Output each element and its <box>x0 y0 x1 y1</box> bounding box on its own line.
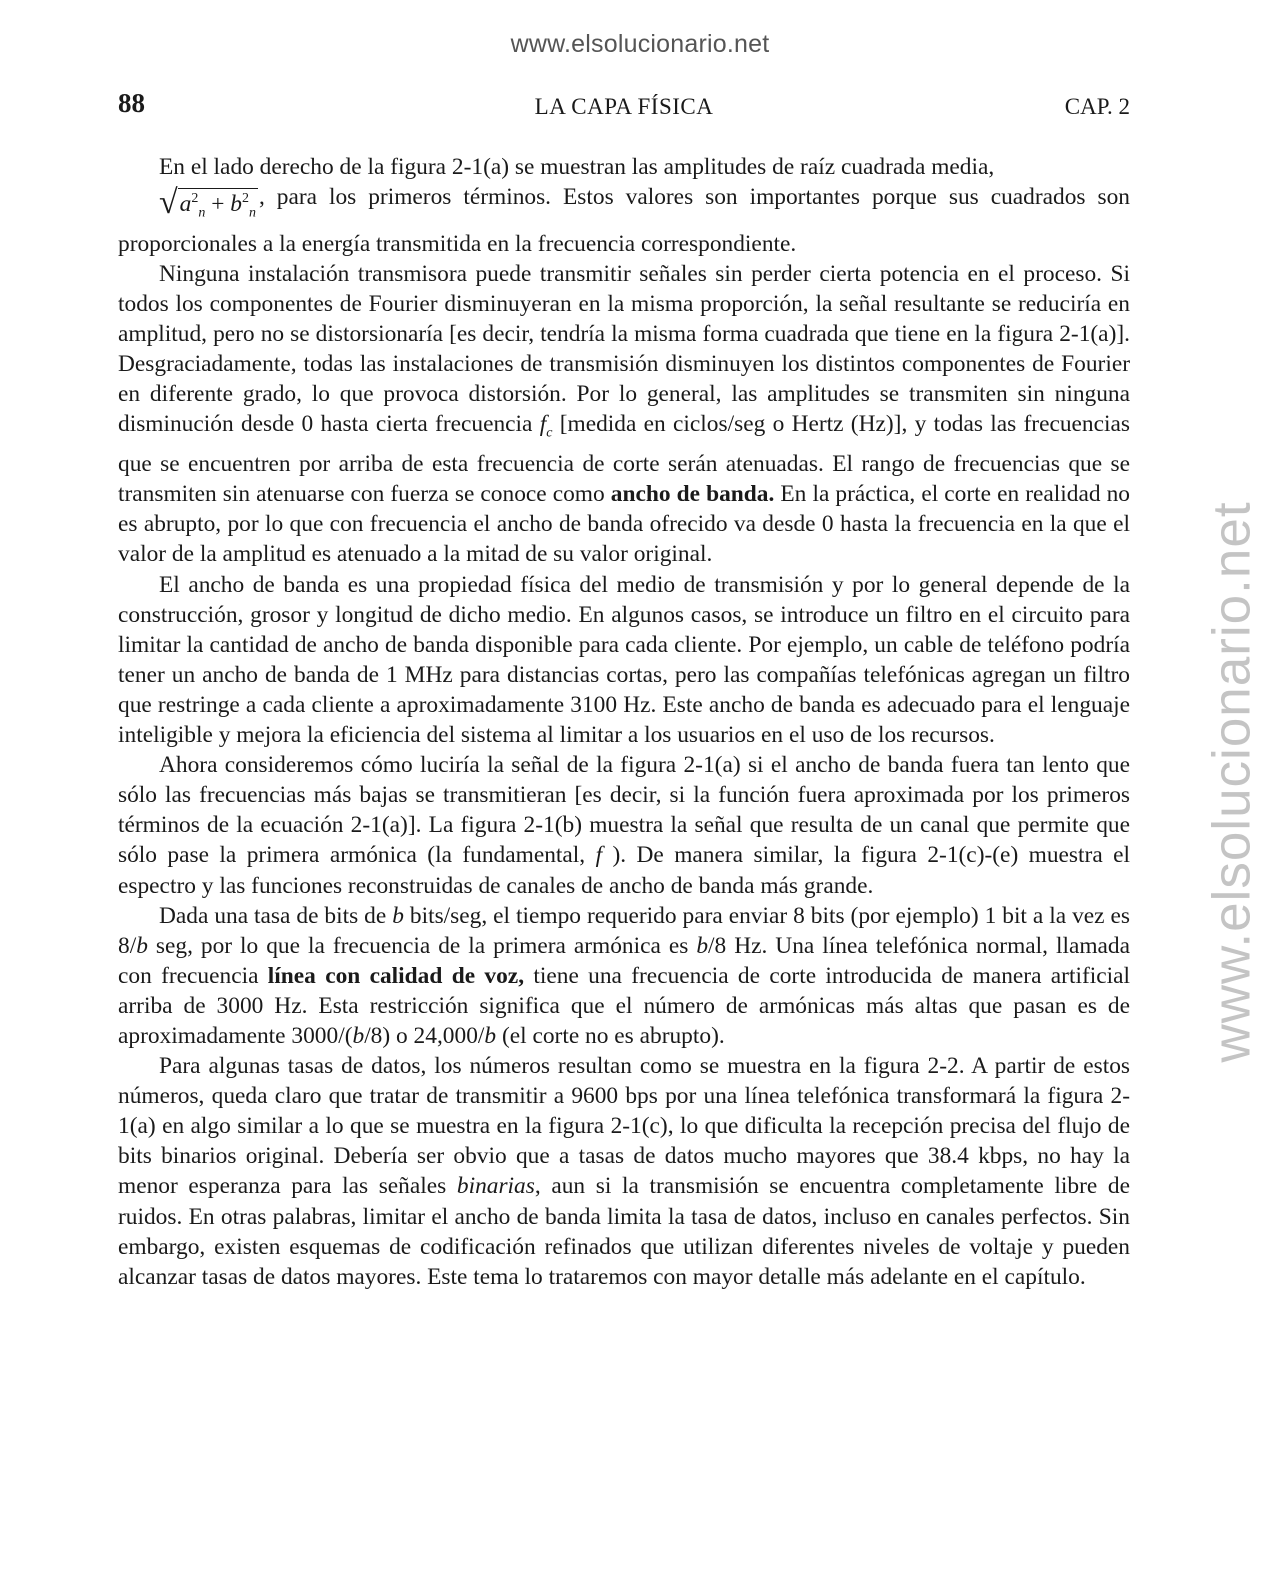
formula-b-sup: 2 <box>241 191 249 207</box>
paragraph-6 <box>118 1051 1130 1292</box>
p4-f: f <box>595 842 603 869</box>
term-linea-calidad-voz: línea con calidad de voz, <box>267 962 525 989</box>
paragraph-5 <box>118 901 1130 1051</box>
p5-var-b: b <box>484 1022 497 1049</box>
radicand <box>178 188 258 221</box>
paragraph-1 <box>118 152 1130 259</box>
p5-text-a: Dada una tasa de bits de <box>159 902 393 929</box>
p5-text-d: /8 Hz. Una línea telefónica normal, llamada con frecuencia <box>118 932 1131 989</box>
p5-var-b: b <box>696 932 709 959</box>
p2-fc: $f_c$ <box>539 411 553 442</box>
p5-text-b: bits/seg, el tiempo requerido para enviar 8 bits (por ejemplo) 1 bit a la vez es 8/ <box>118 902 1130 959</box>
p1-rest: , para los primeros términos. Estos valores son importantes porque sus cuadrados son proporcionales a la energía transmitida en la frecuencia correspondiente. <box>118 184 1130 257</box>
p1-line1: En el lado derecho de la figura 2-1(a) se muestran las amplitudes de raíz cuadrada media, <box>159 154 995 180</box>
rms-amplitude-formula <box>118 184 258 229</box>
paragraph-2 <box>118 259 1130 570</box>
term-ancho-de-banda: ancho de banda. <box>610 481 775 508</box>
body-text <box>118 152 1130 1292</box>
p5-text-g: (el corte no es abrupto). <box>496 1022 725 1049</box>
chapter-title: LA CAPA FÍSICA <box>534 94 714 119</box>
formula-a-sub: n <box>198 205 206 221</box>
chapter-label: CAP. 2 <box>1064 94 1130 119</box>
p6-text-a: Para algunas tasas de datos, los números resultan como se muestra en la figura 2-2. A partir de estos números, queda claro que tratar de transmitir a 9600 bps por una línea telefónica transformará la figura 2-1(a) en algo similar a lo que se muestra en la figura 2-1(c), lo que dificulta la recepción precisa del flujo de bits binarios original. Debería ser obvio que a tasas de datos mucho mayores que 38.4 kbps, no hay la menor esperanza para las señales <box>118 1053 1130 1200</box>
p5-text-c: seg, por lo que la frecuencia de la primera armónica es <box>147 932 697 959</box>
watermark-url-top: www.elsolucionario.net <box>510 30 770 58</box>
p5-var-b: b <box>392 902 404 929</box>
p5-var-b: b <box>136 932 148 959</box>
paragraph-4 <box>118 750 1130 900</box>
formula-b: b <box>230 191 242 218</box>
p2-text-a: Ninguna instalación transmisora puede transmitir señales sin perder cierta potencia en el proceso. Si todos los componentes de Fourier disminuyeran en la misma proporción, la señal resultante se reduciría en amplitud, pero no se distorsionaría [es decir, tendría la misma forma cuadrada que tiene en la figura 2-1(a)]. Desgraciadamente, todas las instalaciones de transmisión disminuyen los distintos componentes de Fourier en diferente grado, lo que provoca distorsión. Por lo general, las amplitudes se transmiten sin ninguna disminución desde 0 hasta cierta frecuencia <box>118 260 1130 438</box>
p2-text-b: [medida en ciclos/seg o Hertz (Hz)], y todas las frecuencias que se encuentren por arriba de esta frecuencia de corte serán atenuadas. El rango de frecuencias que se transmiten sin atenuarse con fuerza se conoce como <box>118 411 1130 508</box>
term-binarias: binarias <box>456 1173 535 1200</box>
formula-a: a <box>179 191 192 218</box>
p5-text-f: /8) o 24,000/ <box>364 1022 485 1049</box>
p2-text-c: En la práctica, el corte en realidad no es abrupto, por lo que con frecuencia el ancho de banda ofrecido va desde 0 hasta la frecuencia en la que el valor de la amplitud es atenuado a la mitad de su valor original. <box>118 481 1130 568</box>
p6-text-b: , aun si la transmisión se encuentra completamente libre de ruidos. En otras palabras, limitar el ancho de banda limita la tasa de datos, incluso en canales perfectos. Sin embargo, existen esquemas de codificación refinados que utilizan diferentes niveles de voltaje y pueden alcanzar tasas de datos mayores. Este tema lo trataremos con mayor detalle más adelante en el capítulo. <box>118 1173 1130 1290</box>
formula-a-sup: 2 <box>191 191 199 207</box>
watermark-url-side: www.elsolucionario.net <box>1202 501 1262 1063</box>
p4-text-a: Ahora consideremos cómo luciría la señal de la figura 2-1(a) si el ancho de banda fuera tan lento que sólo las frecuencias más bajas se transmitieran [es decir, si la función fuera aproximada por los primeros términos de la ecuación 2-1(a)]. La figura 2-1(b) muestra la señal que resulta de un canal que permite que sólo pase la primera armónica (la fundamental, <box>118 752 1130 869</box>
p5-var-b: b <box>352 1022 365 1049</box>
p4-text-b: ). De manera similar, la figura 2-1(c)-(e) muestra el espectro y las funciones reconstruidas de canales de ancho de banda más grande. <box>118 842 1130 899</box>
radical-sign: √ <box>159 184 178 222</box>
running-head <box>118 88 1130 128</box>
paragraph-3: El ancho de banda es una propiedad física del medio de transmisión y por lo general depende de la construcción, grosor y longitud de dicho medio. En algunos casos, se introduce un filtro en el circuito para limitar la cantidad de ancho de banda disponible para cada cliente. Por ejemplo, un cable de teléfono podría tener un ancho de banda de 1 MHz para distancias cortas, pero las compañías telefónicas agregan un filtro que restringe a cada cliente a aproximadamente 3100 Hz. Este ancho de banda es adecuado para el lenguaje inteligible y mejora la eficiencia del sistema al limitar a los usuarios en el uso de los recursos. <box>118 571 1130 749</box>
p5-text-e: tiene una frecuencia de corte introducida de manera artificial arriba de 3000 Hz. Esta restricción significa que el número de armónicas más altas que pasan es de aproximadamente 3000/( <box>118 962 1130 1049</box>
formula-b-sub: n <box>248 205 256 221</box>
page-number: 88 <box>118 88 145 118</box>
formula-plus: + <box>205 191 231 218</box>
